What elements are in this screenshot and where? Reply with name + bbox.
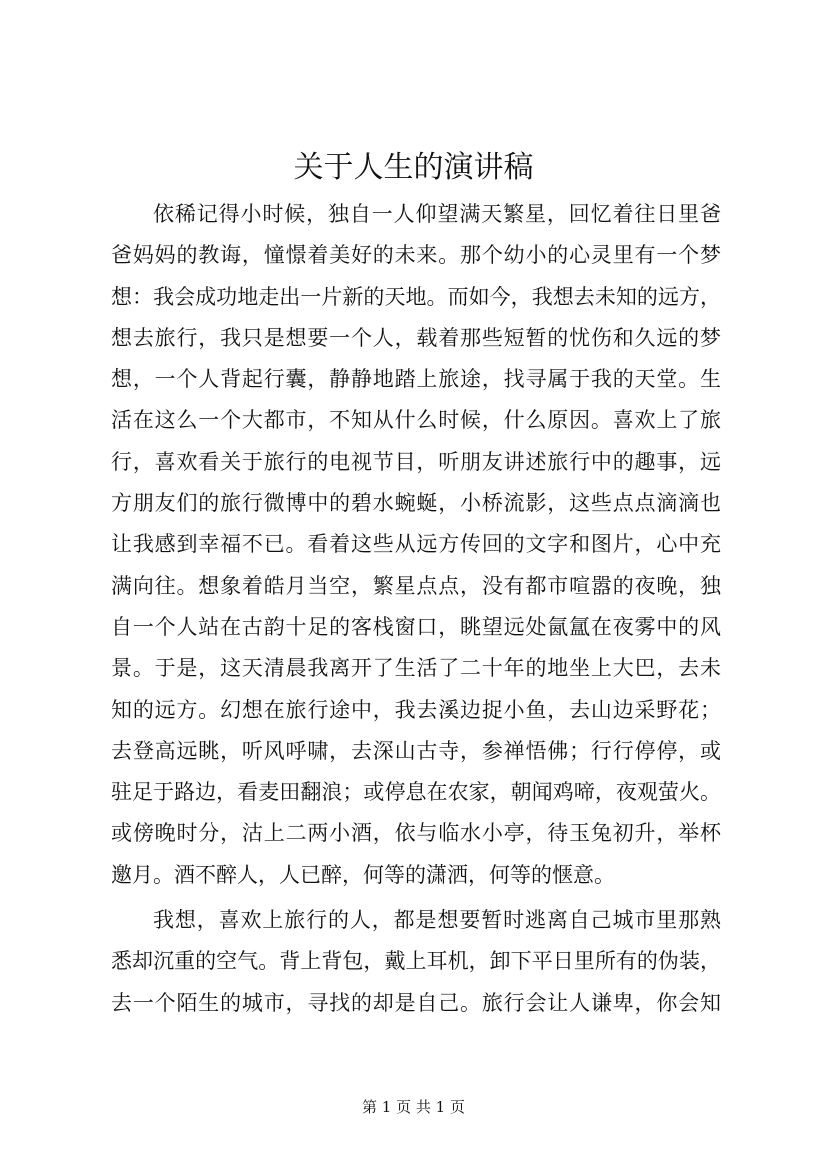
text-line: 想：我会成功地走出一片新的天地。而如今，我想去未知的远方， bbox=[111, 284, 721, 309]
text-line: 知的远方。幻想在旅行途中，我去溪边捉小鱼，去山边采野花； bbox=[111, 697, 721, 722]
text-line: 让我感到幸福不已。看着这些从远方传回的文字和图片，心中充 bbox=[111, 532, 721, 557]
text-line: 景。于是，这天清晨我离开了生活了二十年的地坐上大巴，去未 bbox=[111, 656, 721, 681]
text-line: 想去旅行，我只是想要一个人，载着那些短暂的忧伤和久远的梦 bbox=[111, 325, 721, 350]
page-footer: 第 1 页 共 1 页 bbox=[362, 1098, 465, 1116]
text-line: 邀月。酒不醉人，人已醉，何等的潇洒，何等的惬意。 bbox=[111, 862, 615, 887]
text-line: 活在这么一个大都市，不知从什么时候，什么原因。喜欢上了旅 bbox=[111, 408, 721, 433]
text-line: 想，一个人背起行囊，静静地踏上旅途，找寻属于我的天堂。生 bbox=[111, 367, 721, 392]
text-line: 驻足于路边，看麦田翻浪；或停息在农家，朝闻鸡啼，夜观萤火。 bbox=[111, 780, 721, 805]
text-line: 满向往。想象着皓月当空，繁星点点，没有都市喧嚣的夜晚，独 bbox=[111, 573, 721, 598]
text-line: 去一个陌生的城市，寻找的却是自己。旅行会让人谦卑，你会知 bbox=[111, 990, 721, 1015]
text-line: 或傍晚时分，沽上二两小酒，依与临水小亭，待玉兔初升，举杯 bbox=[111, 821, 721, 846]
text-line: 依稀记得小时候，独自一人仰望满天繁星，回忆着往日里爸 bbox=[153, 202, 721, 226]
paragraph-1 bbox=[111, 194, 721, 896]
text-line: 自一个人站在古韵十足的客栈窗口，眺望远处氤氲在夜雾中的风 bbox=[111, 614, 721, 639]
document-title: 关于人生的演讲稿 bbox=[293, 150, 534, 185]
text-line: 去登高远眺，听风呼啸，去深山古寺，参禅悟佛；行行停停，或 bbox=[111, 738, 721, 763]
text-line: 方朋友们的旅行微博中的碧水蜿蜒，小桥流影，这些点点滴滴也 bbox=[111, 491, 721, 516]
text-line: 爸妈妈的教诲，憧憬着美好的未来。那个幼小的心灵里有一个梦 bbox=[111, 243, 721, 268]
text-line: 我想，喜欢上旅行的人，都是想要暂时逃离自己城市里那熟 bbox=[153, 908, 721, 933]
text-line: 悉却沉重的空气。背上背包，戴上耳机，卸下平日里所有的伪装， bbox=[111, 949, 721, 974]
text-line: 行，喜欢看关于旅行的电视节目，听朋友讲述旅行中的趣事，远 bbox=[111, 449, 721, 474]
paragraph-2 bbox=[111, 900, 721, 1024]
document-body bbox=[111, 194, 721, 1024]
